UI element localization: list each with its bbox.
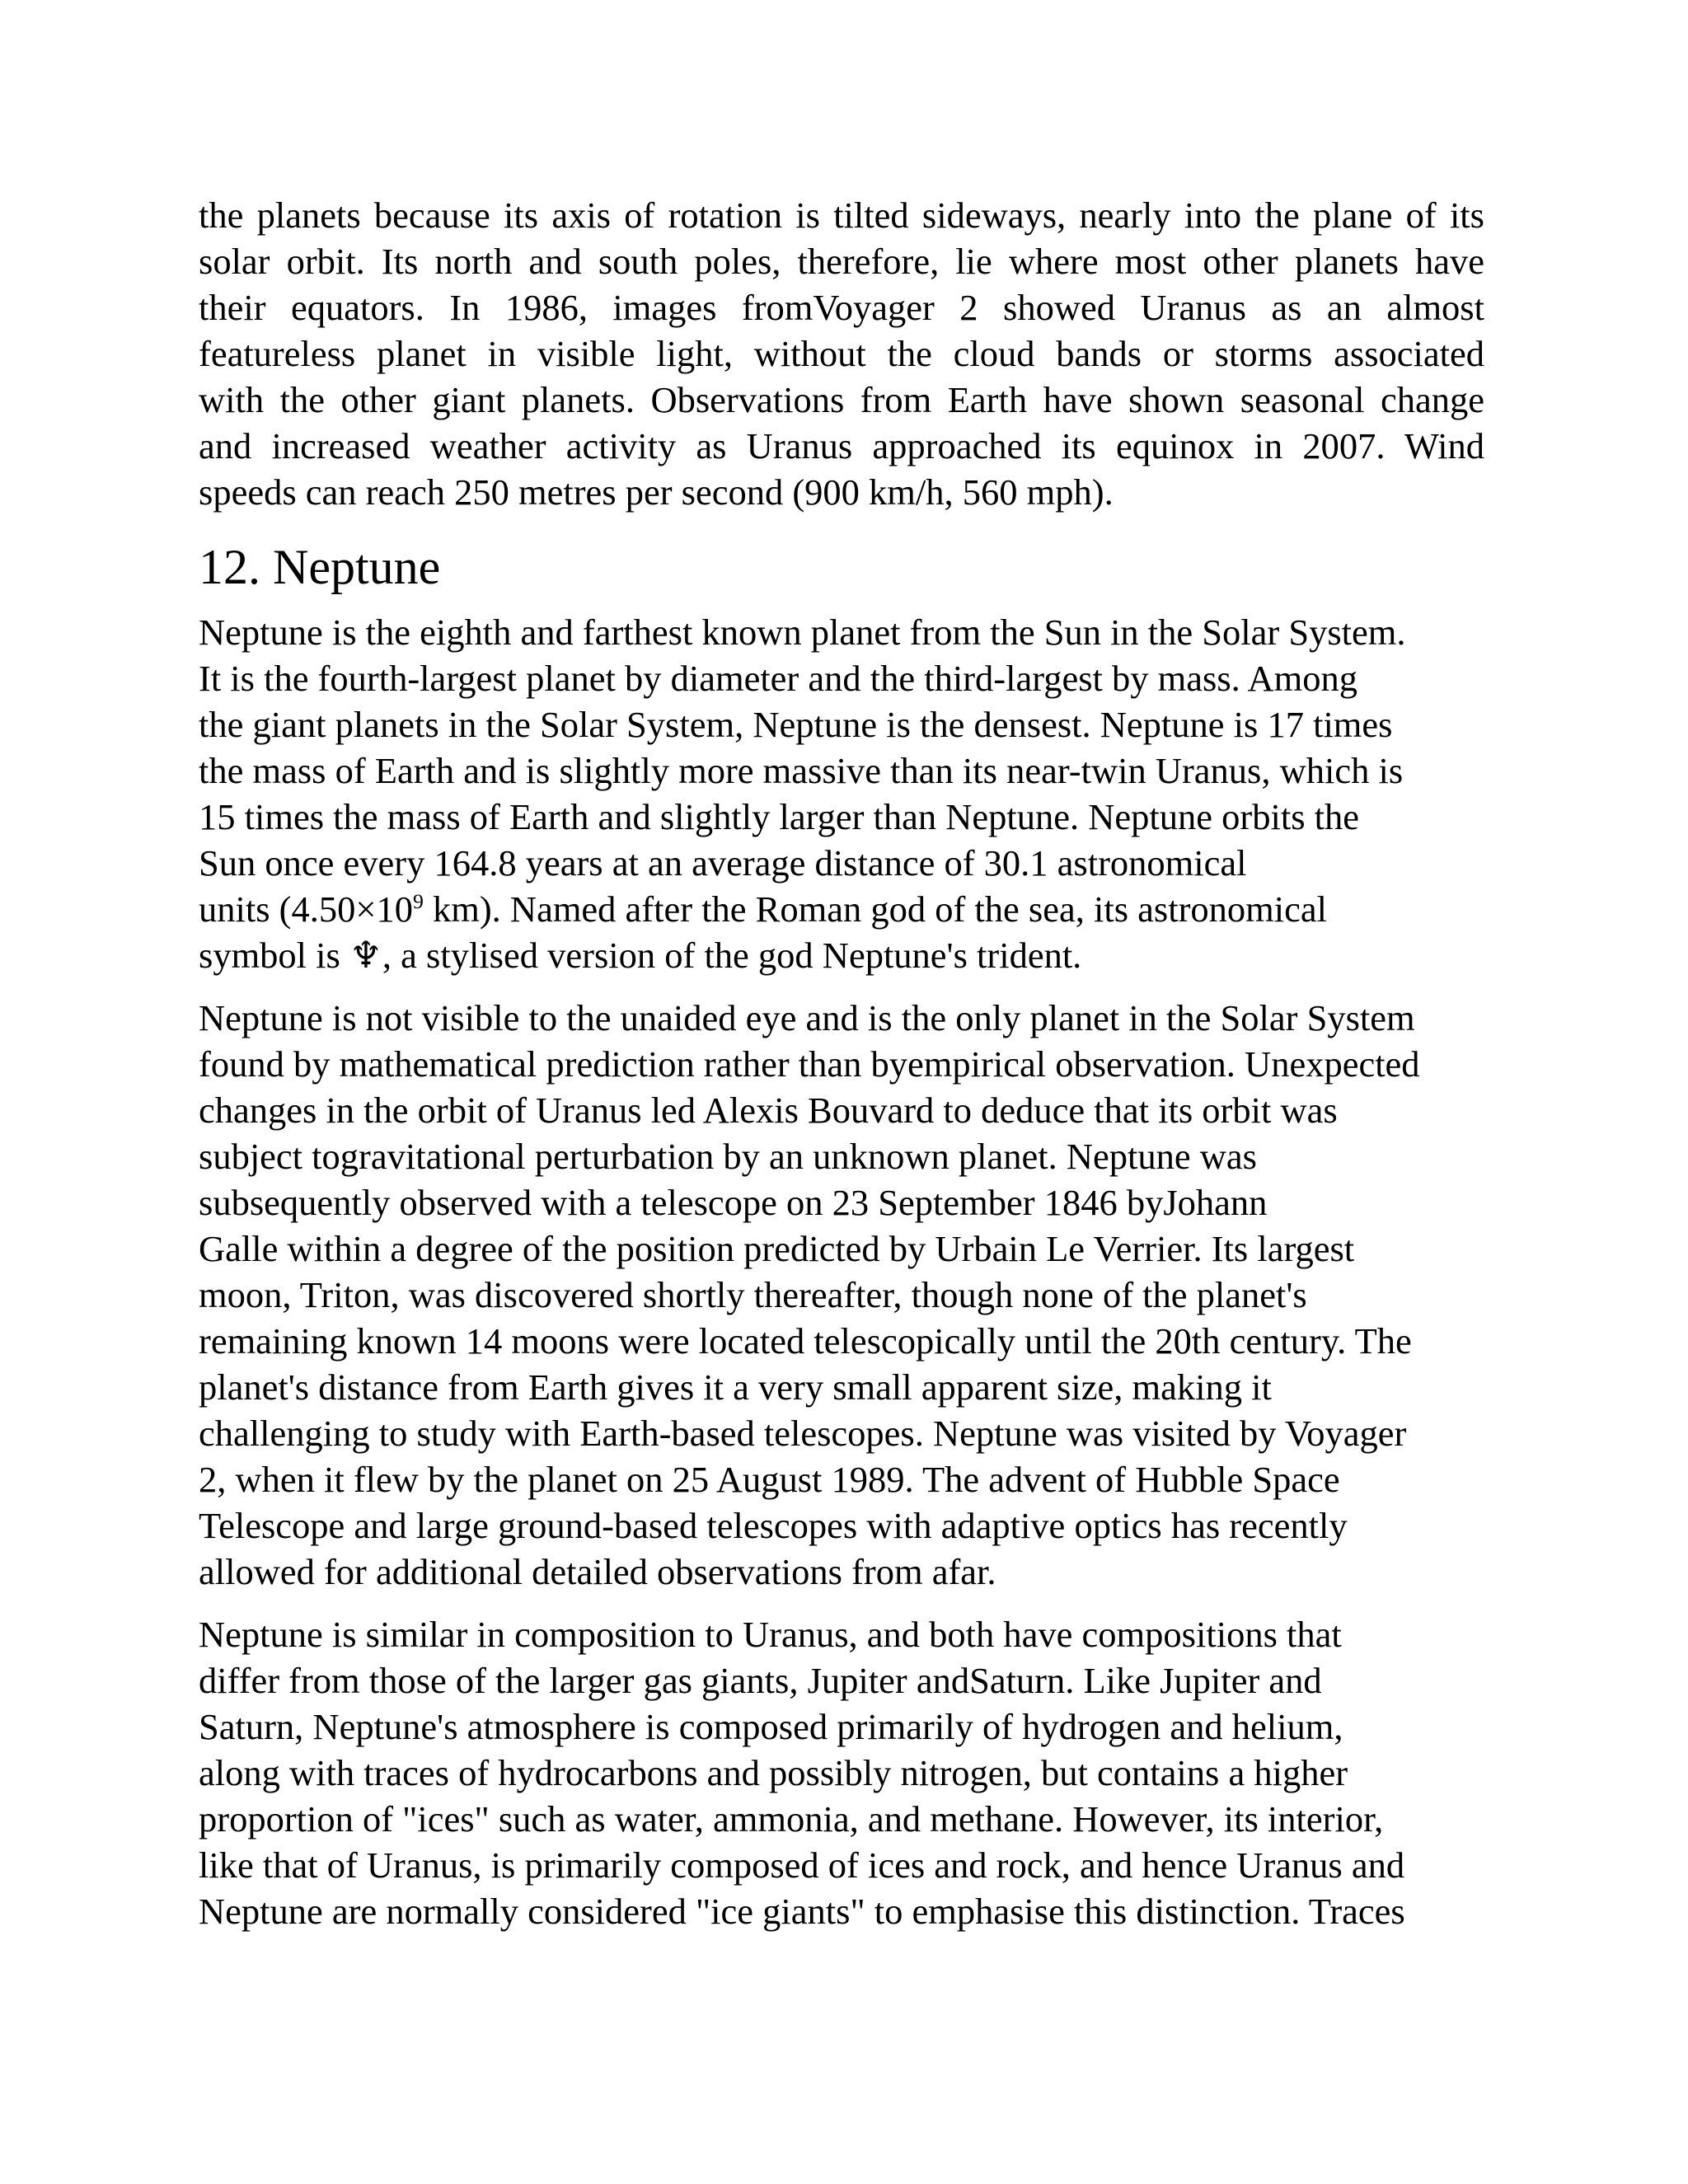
paragraph-line: Sun once every 164.8 years at an average distance of 30.1 astronomical	[199, 842, 1247, 883]
page-content	[199, 192, 1484, 1934]
paragraph-line: the planets because its axis of rotation is tilted sideways, nearly into the plane of its	[199, 194, 1484, 236]
paragraph-line: Neptune is similar in composition to Uranus, and both have compositions that	[199, 1614, 1342, 1655]
paragraph-line: It is the fourth-largest planet by diameter and the third-largest by mass. Among	[199, 658, 1357, 699]
paragraph-line: featureless planet in visible light, without the cloud bands or storms associated	[199, 333, 1484, 374]
paragraph-line: 15 times the mass of Earth and slightly larger than Neptune. Neptune orbits the	[199, 796, 1360, 837]
paragraph-line: differ from those of the larger gas giants, Jupiter andSaturn. Like Jupiter and	[199, 1660, 1322, 1701]
symbol-prefix: symbol is	[199, 935, 349, 976]
paragraph-line: subsequently observed with a telescope on 23 September 1846 byJohann	[199, 1182, 1268, 1223]
intro-paragraph	[199, 192, 1484, 515]
paragraph-line: remaining known 14 moons were located telescopically until the 20th century. The	[199, 1320, 1412, 1361]
neptune-paragraph-1	[199, 609, 1484, 978]
neptune-paragraph-2	[199, 995, 1484, 1595]
paragraph-line: changes in the orbit of Uranus led Alexis Bouvard to deduce that its orbit was	[199, 1090, 1338, 1131]
paragraph-line: Saturn, Neptune's atmosphere is composed primarily of hydrogen and helium,	[199, 1706, 1343, 1747]
exponent: 9	[412, 889, 424, 914]
paragraph-line: challenging to study with Earth-based telescopes. Neptune was visited by Voyager	[199, 1413, 1407, 1454]
section-heading: 12. Neptune	[199, 540, 441, 594]
neptune-paragraph-3	[199, 1611, 1484, 1934]
paragraph-line: speeds can reach 250 metres per second (900 km/h, 560 mph).	[199, 471, 1114, 513]
symbol-line	[199, 932, 1484, 978]
paragraph-line: their equators. In 1986, images fromVoyager 2 showed Uranus as an almost	[199, 287, 1484, 328]
units-suffix: km). Named after the Roman god of the sea, its astronomical	[423, 888, 1327, 930]
paragraph-line: proportion of "ices" such as water, ammonia, and methane. However, its interior,	[199, 1798, 1384, 1840]
paragraph-line: the mass of Earth and is slightly more massive than its near-twin Uranus, which is	[199, 750, 1404, 791]
paragraph-line: with the other giant planets. Observations from Earth have shown seasonal change	[199, 379, 1484, 420]
paragraph-line: 2, when it flew by the planet on 25 August 1989. The advent of Hubble Space	[199, 1459, 1340, 1500]
paragraph-line: moon, Triton, was discovered shortly thereafter, though none of the planet's	[199, 1274, 1307, 1315]
paragraph-line: solar orbit. Its north and south poles, therefore, lie where most other planets have	[199, 241, 1484, 282]
paragraph-line: the giant planets in the Solar System, Neptune is the densest. Neptune is 17 times	[199, 704, 1393, 745]
neptune-symbol-icon: ♆	[349, 935, 382, 976]
paragraph-line: like that of Uranus, is primarily composed of ices and rock, and hence Uranus and	[199, 1844, 1405, 1886]
paragraph-line: allowed for additional detailed observations from afar.	[199, 1551, 996, 1592]
paragraph-line: along with traces of hydrocarbons and possibly nitrogen, but contains a higher	[199, 1752, 1348, 1793]
paragraph-line: Telescope and large ground-based telescopes with adaptive optics has recently	[199, 1505, 1348, 1546]
units-prefix: units (4.50×10	[199, 888, 413, 930]
paragraph-line: Galle within a degree of the position predicted by Urbain Le Verrier. Its largest	[199, 1228, 1355, 1269]
paragraph-line: subject togravitational perturbation by an unknown planet. Neptune was	[199, 1136, 1257, 1177]
paragraph-line: planet's distance from Earth gives it a very small apparent size, making it	[199, 1366, 1272, 1408]
paragraph-line: and increased weather activity as Uranus approached its equinox in 2007. Wind	[199, 425, 1484, 466]
paragraph-line: Neptune are normally considered "ice giants" to emphasise this distinction. Traces	[199, 1891, 1405, 1932]
paragraph-line: Neptune is the eighth and farthest known planet from the Sun in the Solar System.	[199, 612, 1406, 653]
paragraph-line: found by mathematical prediction rather than byempirical observation. Unexpected	[199, 1043, 1420, 1085]
paragraph-line: Neptune is not visible to the unaided eye and is the only planet in the Solar System	[199, 997, 1415, 1038]
symbol-suffix: , a stylised version of the god Neptune's trident.	[382, 935, 1082, 976]
units-line	[199, 886, 1484, 932]
